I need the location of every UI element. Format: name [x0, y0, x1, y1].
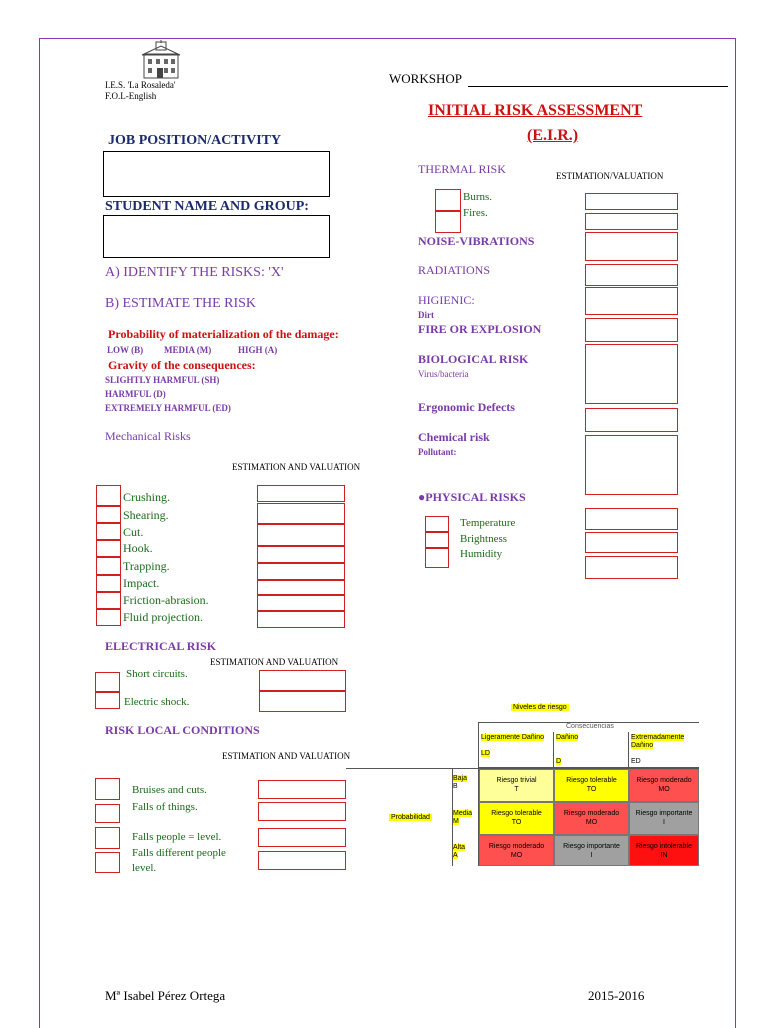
falls-different-level-checkbox[interactable] — [95, 852, 120, 873]
matrix-cell-baja-ld — [479, 769, 554, 802]
biological-virus: Virus/bacteria — [418, 369, 469, 379]
mechanical-estimation-header: ESTIMATION AND VALUATION — [232, 462, 361, 472]
falls-level-checkbox[interactable] — [95, 827, 120, 849]
local-item-falls-things: Falls of things. — [132, 801, 198, 813]
page-subtitle: (E.I.R.) — [527, 127, 579, 144]
chemical-valuation-field[interactable] — [585, 435, 678, 495]
matrix-cell-baja-d — [554, 769, 629, 802]
noise-valuation-field[interactable] — [585, 232, 678, 261]
mech-item-friction: Friction-abrasion. — [123, 593, 209, 607]
mechanical-risks-heading: Mechanical Risks — [105, 429, 191, 443]
fires-valuation-field[interactable] — [585, 213, 678, 230]
thermal-item-burns: Burns. — [463, 191, 493, 203]
col-header-ed — [629, 732, 699, 768]
row-header-alta — [453, 844, 465, 860]
matrix-cell-alta-d — [554, 835, 629, 866]
cell-code: TO — [586, 786, 597, 793]
gravity-sh: SLIGHTLY HARMFUL (SH) — [105, 375, 220, 385]
matrix-cell-alta-ld — [479, 835, 554, 866]
brightness-checkbox[interactable] — [425, 532, 449, 548]
local-item-falls-different: Falls different people — [132, 847, 226, 859]
physical-item-humidity: Humidity — [460, 548, 503, 560]
probability-media: MEDIA (M) — [164, 345, 212, 355]
cell-label: Riesgo tolerable — [491, 810, 542, 817]
matrix-cell-baja-ed — [629, 769, 699, 802]
shearing-checkbox[interactable] — [96, 506, 121, 523]
mech-item-impact: Impact. — [123, 576, 160, 590]
noise-vibrations-heading: NOISE-VIBRATIONS — [418, 234, 535, 248]
page-title: INITIAL RISK ASSESSMENT — [428, 102, 643, 119]
physical-item-temperature: Temperature — [460, 517, 516, 529]
school-building-logo — [140, 40, 182, 80]
row-header-media-name: Media — [453, 810, 473, 817]
biological-valuation-field[interactable] — [585, 344, 678, 404]
cell-code: IN — [660, 852, 668, 859]
mech-item-shearing: Shearing. — [123, 508, 169, 522]
radiations-valuation-field[interactable] — [585, 264, 678, 286]
col-header-ed-name: Extremadamente Dañino — [631, 734, 685, 749]
col-header-ed-code: ED — [631, 758, 641, 765]
cell-label: Riesgo importante — [563, 843, 620, 850]
fires-checkbox[interactable] — [435, 211, 461, 233]
mech-item-crushing: Crushing. — [123, 490, 171, 504]
probability-high: HIGH (A) — [238, 345, 278, 355]
cut-checkbox[interactable] — [96, 523, 121, 540]
matrix-consecuencias: Consecuencias — [566, 723, 614, 730]
chemical-risk-heading: Chemical risk — [418, 430, 490, 444]
row-header-baja — [453, 775, 467, 791]
thermal-item-fires: Fires. — [463, 207, 488, 219]
cell-label: Riesgo moderado — [636, 777, 692, 784]
student-name-label: STUDENT NAME AND GROUP: — [105, 199, 309, 214]
cell-code: MO — [658, 786, 670, 793]
elec-item-electric-shock: Electric shock. — [124, 696, 190, 708]
bruises-valuation-field[interactable] — [258, 780, 346, 799]
ergonomic-defects-heading: Ergonomic Defects — [418, 400, 515, 414]
cell-code: MO — [585, 819, 598, 826]
matrix-title: Niveles de riesgo — [513, 704, 567, 711]
matrix-cell-alta-ed — [629, 835, 699, 866]
cell-code: T — [514, 786, 519, 793]
higienic-dirt: Dirt — [418, 310, 434, 320]
risk-local-conditions-heading: RISK LOCAL CONDITIONS — [105, 723, 260, 737]
cell-label: Riesgo intolerable — [635, 843, 693, 850]
trapping-checkbox[interactable] — [96, 557, 121, 575]
row-header-alta-name: Alta — [453, 844, 466, 851]
cell-label: Riesgo moderado — [488, 843, 545, 850]
electrical-risk-heading: ELECTRICAL RISK — [105, 639, 217, 653]
gravity-title: Gravity of the consequences: — [108, 358, 256, 372]
footer-author: Mª Isabel Pérez Ortega — [105, 988, 226, 1003]
impact-checkbox[interactable] — [96, 575, 121, 592]
gravity-ed: EXTREMELY HARMFUL (ED) — [105, 403, 231, 413]
student-name-field[interactable] — [103, 215, 330, 258]
cell-label: Riesgo trivial — [496, 777, 537, 784]
col-header-ld — [479, 732, 554, 768]
bruises-checkbox[interactable] — [95, 778, 120, 800]
row-header-media — [453, 810, 472, 826]
fluid-valuation-field[interactable] — [257, 611, 345, 628]
matrix-cell-media-ed — [629, 802, 699, 835]
burns-valuation-field[interactable] — [585, 193, 678, 210]
physical-risks-heading: ●PHYSICAL RISKS — [418, 490, 526, 504]
friction-checkbox[interactable] — [96, 592, 121, 609]
electric-shock-valuation-field[interactable] — [259, 691, 346, 712]
mech-item-cut: Cut. — [123, 525, 144, 539]
col-header-d-name: Dañino — [556, 734, 579, 741]
school-name: I.E.S. 'La Rosaleda' — [105, 80, 176, 90]
falls-things-valuation-field[interactable] — [258, 802, 346, 821]
job-position-label: JOB POSITION/ACTIVITY — [108, 133, 282, 148]
temperature-valuation-field[interactable] — [585, 508, 678, 530]
cell-code: MO — [510, 852, 523, 859]
cell-code: TO — [511, 819, 522, 826]
row-header-baja-code: B — [453, 783, 458, 790]
cell-code: I — [663, 819, 665, 826]
cut-valuation-field[interactable] — [257, 524, 345, 546]
col-header-d — [554, 732, 629, 768]
humidity-valuation-field[interactable] — [585, 556, 678, 579]
trapping-valuation-field[interactable] — [257, 563, 345, 580]
crushing-checkbox[interactable] — [96, 485, 121, 506]
cell-label: Riesgo tolerable — [566, 777, 617, 784]
workshop-field[interactable] — [468, 86, 728, 87]
workshop-label: WORKSHOP — [389, 71, 462, 86]
cell-code: I — [590, 852, 593, 859]
falls-things-checkbox[interactable] — [95, 804, 120, 823]
footer-year: 2015-2016 — [588, 988, 645, 1003]
higienic-heading: HIGIENIC: — [418, 293, 475, 307]
local-item-falls-level: Falls people = level. — [132, 831, 222, 843]
temperature-checkbox[interactable] — [425, 516, 449, 532]
short-circuits-valuation-field[interactable] — [259, 670, 346, 691]
friction-valuation-field[interactable] — [257, 595, 345, 611]
mech-item-trapping: Trapping. — [123, 559, 170, 573]
elec-item-short-circuits: Short circuits. — [126, 668, 188, 680]
impact-valuation-field[interactable] — [257, 580, 345, 595]
physical-item-brightness: Brightness — [460, 533, 508, 545]
cell-label: Riesgo moderado — [563, 810, 620, 817]
col-header-d-code: D — [556, 758, 562, 765]
estimate-heading: B) ESTIMATE THE RISK — [105, 296, 257, 311]
ergonomic-valuation-field[interactable] — [585, 408, 678, 432]
row-header-media-code: M — [453, 818, 459, 825]
local-estimation-header: ESTIMATION AND VALUATION — [222, 751, 351, 761]
col-header-ld-name: Ligeramente Dañino — [481, 734, 545, 741]
mech-item-fluid: Fluid projection. — [123, 610, 203, 624]
short-circuits-checkbox[interactable] — [95, 672, 120, 692]
local-item-level: level. — [132, 862, 157, 874]
electrical-estimation-header: ESTIMATION AND VALUATION — [210, 657, 339, 667]
matrix-probabilidad: Probabilidad — [391, 814, 430, 821]
falls-level-valuation-field[interactable] — [258, 828, 346, 847]
falls-different-valuation-field[interactable] — [258, 851, 346, 870]
hook-checkbox[interactable] — [96, 540, 121, 557]
mech-item-hook: Hook. — [123, 541, 153, 555]
fire-explosion-heading: FIRE OR EXPLOSION — [418, 322, 542, 336]
probability-low: LOW (B) — [107, 345, 144, 355]
brightness-valuation-field[interactable] — [585, 532, 678, 553]
biological-risk-heading: BIOLOGICAL RISK — [418, 352, 529, 366]
matrix-cell-media-d — [554, 802, 629, 835]
gravity-d: HARMFUL (D) — [105, 389, 166, 399]
electric-shock-checkbox[interactable] — [95, 692, 120, 709]
chemical-pollutant: Pollutant: — [418, 447, 457, 457]
higienic-valuation-field[interactable] — [585, 287, 678, 315]
hook-valuation-field[interactable] — [257, 546, 345, 563]
cell-label: Riesgo importante — [635, 810, 693, 817]
fluid-projection-checkbox[interactable] — [96, 609, 121, 626]
job-position-field[interactable] — [103, 151, 330, 197]
probability-title: Probability of materialization of the damage: — [108, 327, 339, 341]
department-name: F.O.L-English — [105, 91, 157, 101]
radiations-heading: RADIATIONS — [418, 263, 490, 277]
humidity-checkbox[interactable] — [425, 548, 449, 568]
matrix-cell-media-ld — [479, 802, 554, 835]
row-header-baja-name: Baja — [453, 775, 468, 782]
crushing-valuation-field[interactable] — [257, 485, 345, 502]
col-header-ld-code: LD — [481, 750, 490, 757]
identify-heading: A) IDENTIFY THE RISKS: 'X' — [105, 265, 284, 280]
fire-explosion-valuation-field[interactable] — [585, 318, 678, 342]
shearing-valuation-field[interactable] — [257, 503, 345, 524]
burns-checkbox[interactable] — [435, 189, 461, 211]
thermal-risk-heading: THERMAL RISK — [418, 162, 506, 176]
local-item-bruises: Bruises and cuts. — [132, 784, 207, 796]
row-header-alta-code: A — [453, 852, 458, 859]
thermal-estimation-header: ESTIMATION/VALUATION — [556, 171, 664, 181]
